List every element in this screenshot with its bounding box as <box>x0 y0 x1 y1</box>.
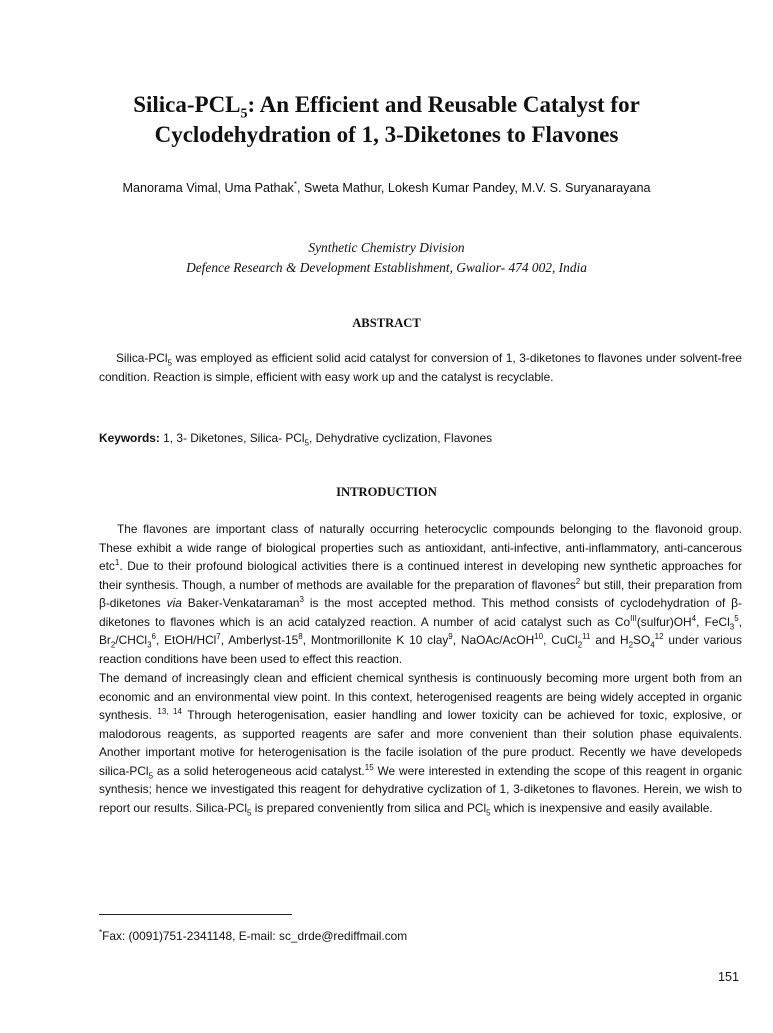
title-line-2: Cyclodehydration of 1, 3-Diketones to Flavones <box>154 122 619 147</box>
introduction-paragraph-2: The demand of increasingly clean and efficient chemical synthesis is continuously becoming more urgent both from an economic and an environmental view point. In this context, heterogenised reagents are being widely accepted in organic synthesis. $^{13, 14}$ Through heterogenisation, easier handling and lower toxicity can be achieved for toxic, explosive, or malodorous reagents, as supported reagents are safer and more convenient than their solution phase equivalents. Another important motive for heterogenisation is the facile isolation of the pure product. Recently we have developeds silica-PCl$_5$ as a solid heterogeneous acid catalyst.$^{15}$ We were interested in extending the scope of this reagent in organic synthesis; hence we investigated this reagent for dehydrative cyclization of 1, 3-diketones to flavones. Herein, we wish to report our results. Silica-PCl$_5$ is prepared conveniently from silica and PCl$_5$ which is inexpensive and easily available. <box>99 671 743 817</box>
abstract-heading: ABSTRACT <box>352 316 421 330</box>
affiliation <box>40 238 733 278</box>
abstract-text: Silica-PCl$_5$ was employed as efficient solid acid catalyst for conversion of 1, 3-diketones to flavones under solvent-free condition. Reaction is simple, efficient with easy work up and the catalyst is recyclable. <box>99 351 742 384</box>
authors-rest: , Sweta Mathur, Lokesh Kumar Pandey, M.V. S. Suryanarayana <box>296 181 651 195</box>
author-list <box>40 181 733 195</box>
footnote <box>99 929 407 943</box>
keywords-line <box>99 429 742 448</box>
introduction-heading: INTRODUCTION <box>336 485 437 499</box>
footnote-divider <box>99 914 292 915</box>
keywords-label: Keywords: <box>99 431 160 445</box>
keywords-text: 1, 3- Diketones, Silica- PCl$_5$, Dehydrative cyclization, Flavones <box>163 431 493 448</box>
introduction-paragraph-1: The flavones are important class of naturally occurring heterocyclic compounds belonging to the flavonoid group. These exhibit a wide range of biological properties such as antioxidant, anti-infective, anti-inflammatory, anti-cancerous etc$^1$. Due to their profound biological activities there is a continued interest in developing new synthetic approaches for their synthesis. Though, a number of methods are available for the preparation of flavones$^2$ but still, their preparation from β-diketones via Baker-Venkataraman$^3$ is the most accepted method. This method consists of cyclodehydration of β-diketones to flavones which is an acid catalyzed reaction. A number of acid catalyst such as $Co^{III}(sulfur)OH^4$, FeCl$_3^5$, $Br_2/CHCl_3^6$, EtOH/HCl$^7$, Amberlyst-$15^8$, Montmorillonite K 10 clay$^9$, NaOAc/AcOH$^{10}$, CuCl$_2^{11}$ and $H_2SO_4^{12}$ under various reaction conditions have been used to effect this reaction. <box>99 522 742 666</box>
footnote-text: Fax: (0091)751-2341148, E-mail: sc_drde@rediffmail.com <box>102 929 408 943</box>
affiliation-establishment: Defence Research & Development Establishment, Gwalior- 474 002, India <box>186 260 587 275</box>
affiliation-division: Synthetic Chemistry Division <box>308 240 465 255</box>
corresponding-author-mark: * <box>293 179 297 189</box>
title-line-1: Silica-$PCL_5$: An Efficient and Reusable Catalyst for <box>133 92 640 122</box>
paper-title <box>40 90 733 150</box>
page-number: 151 <box>717 970 739 984</box>
authors-first: Manorama Vimal, Uma Pathak <box>122 181 294 195</box>
footnote-mark: * <box>99 928 103 938</box>
